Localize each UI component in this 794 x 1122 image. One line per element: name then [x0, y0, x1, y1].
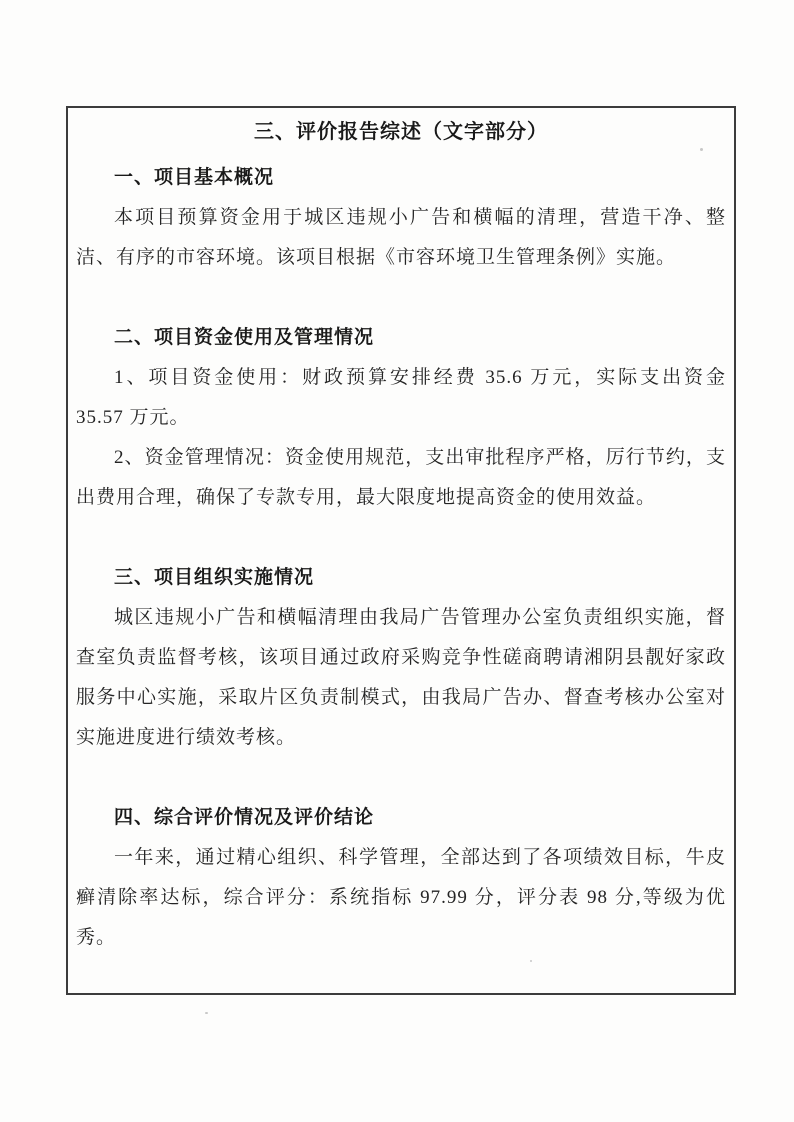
report-section	[76, 798, 726, 958]
section-paragraph: 1、项目资金使用：财政预算安排经费 35.6 万元，实际支出资金 35.57 万元。	[76, 367, 726, 428]
scan-speck	[700, 148, 703, 151]
section-heading: 二、项目资金使用及管理情况	[114, 327, 375, 348]
report-section	[76, 318, 726, 518]
section-heading: 四、综合评价情况及评价结论	[114, 807, 375, 828]
section-paragraph: 2、资金管理情况：资金使用规范，支出审批程序严格，厉行节约，支出费用合理，确保了专款专用，最大限度地提高资金的使用效益。	[76, 447, 726, 508]
scan-speck	[205, 1012, 208, 1014]
section-heading: 三、项目组织实施情况	[114, 567, 315, 588]
report-sections	[76, 158, 726, 958]
section-paragraph: 城区违规小广告和横幅清理由我局广告管理办公室负责组织实施，督查室负责监督考核，该项目通过政府采购竞争性磋商聘请湘阴县靓好家政服务中心实施，采取片区负责制模式，由我局广告办、督查考核办公室对实施进度进行绩效考核。	[76, 607, 726, 748]
section-paragraph: 本项目预算资金用于城区违规小广告和横幅的清理，营造干净、整洁、有序的市容环境。该项目根据《市容环境卫生管理条例》实施。	[76, 207, 726, 268]
section-paragraph: 一年来，通过精心组织、科学管理，全部达到了各项绩效目标，牛皮癣清除率达标，综合评分：系统指标 97.99 分，评分表 98 分,等级为优秀。	[76, 847, 726, 948]
scan-speck	[530, 960, 532, 962]
report-title: 三、评价报告综述（文字部分）	[254, 121, 548, 143]
document-frame	[66, 106, 736, 995]
section-heading: 一、项目基本概况	[114, 167, 275, 188]
report-section	[76, 158, 726, 278]
report-section	[76, 558, 726, 758]
